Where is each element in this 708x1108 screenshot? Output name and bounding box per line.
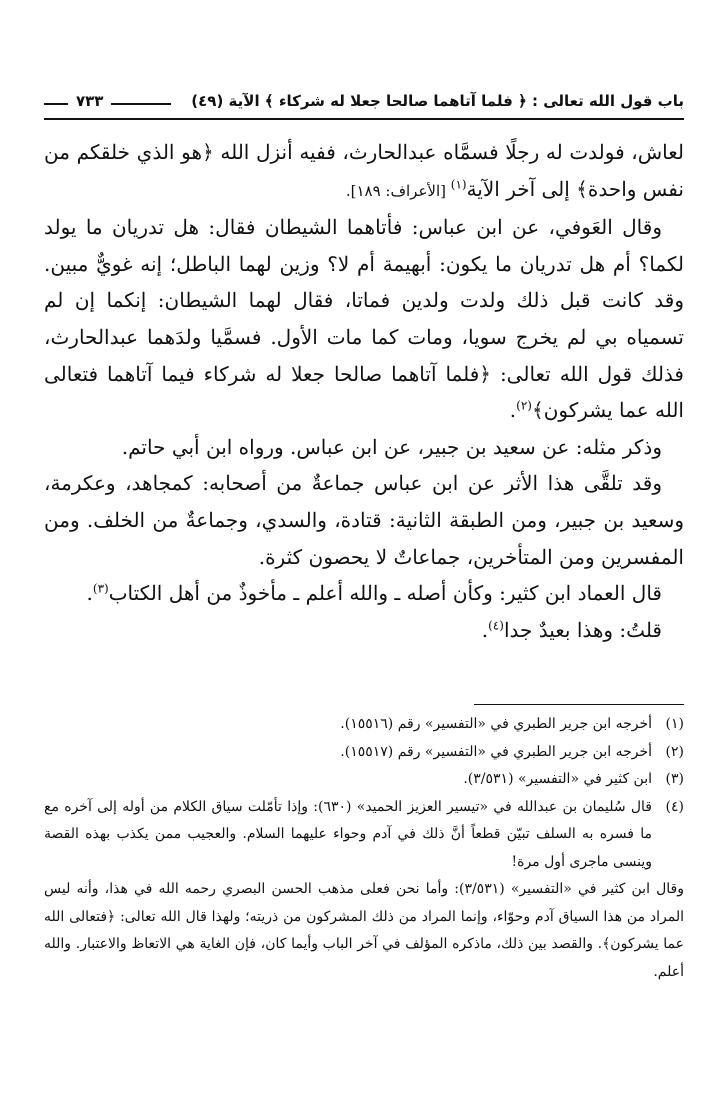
main-text [44,134,684,648]
running-header [44,86,684,120]
header-title: باب قول الله تعالى : ﴿ فلما آتاهما صالحا جعلا له شركاء ﴾ الآية (٤٩) [191,92,684,110]
footnote-text: أخرجه ابن جرير الطبري في «التفسير» رقم (١٥٥١٦). [340,716,652,733]
footnote-ref-1[interactable]: (١) [450,176,467,191]
footnote-number: (٢) [665,743,684,760]
footnotes-section [44,711,684,986]
paragraph-5: قال العماد ابن كثير: وكأن أصله ـ والله أعلم ـ مأخوذٌ من أهل الكتاب$^{(٣)}$. [86,581,662,606]
footnote-3 [44,766,684,794]
verse-citation: [الأعراف: ١٨٩]. [345,181,451,200]
paragraph-6: قلتُ: وهذا بعيدٌ جدا$^{(٤)}$. [481,617,662,642]
footnote-ref-2[interactable]: (٢) [516,398,532,413]
paragraph-1: لعاش، فولدت له رجلًا فسمَّاه عبدالحارث، ففيه أنزل الله ﴿هو الذي خلقكم من نفس واحدة﴾ إلى آخر الآية$^{(١)}$ [الأعراف: ١٨٩]. [44,140,684,201]
footnote-number: (١) [665,716,684,733]
paragraph-2: وقال العَوفي، عن ابن عباس: فأتاهما الشيطان فقال: هل تدريان ما يولد لكما؟ أم هل تدريان ما يكون: أبهيمة أم لا؟ وزين لهما الباطل؛ إنه غويٌّ مبين. وقد كانت قبل ذلك ولدت ولدين فماتا، فقال لهما الشيطان: إنكما إن لم تسمياه بي لم يخرج سويا، ومات كما مات الأول. فسمَّيا ولدَهما عبدالحارث، فذلك قول الله تعالى: ﴿فلما آتاهما صالحا جعلا له شركاء فيما آتاهما فتعالى الله عما يشركون﴾$^{(٢)}$. [44,215,684,423]
book-page [44,86,684,986]
header-dash-short [44,103,68,105]
footnote-4 [44,794,684,877]
paragraph-4: وقد تلقَّى هذا الأثر عن ابن عباس جماعةٌ من أصحابه: كمجاهد، وعكرمة، وسعيد بن جبير، ومن الطبقة الثانية: قتادة، والسدي، وجماعةٌ من الخلف. ومن المفسرين ومن المتأخرين، جماعاتٌ لا يحصون كثرة. [44,471,684,569]
footnote-number: (٣) [665,771,684,788]
header-dash-line [111,103,171,105]
footnote-1 [44,711,684,739]
footnote-text: ابن كثير في «التفسير» (٣/٥٣١). [463,771,652,788]
paragraph-3: وذكر مثله: عن سعيد بن جبير، عن ابن عباس. ورواه ابن أبي حاتم. [121,434,662,459]
footnote-ref-3[interactable]: (٣) [92,581,109,596]
footnote-ref-4[interactable]: (٤) [488,618,504,633]
footnote-4-continuation: وقال ابن كثير في «التفسير» (٣/٥٣١): وأما نحن فعلى مذهب الحسن البصري رحمه الله في هذا، وأنه ليس المراد من هذا السياق آدم وحوّاء، وإنما المراد من ذلك المشركون من ذريته؛ ولهذا قال الله تعالى: ﴿فتعالى الله عما يشركون﴾. والقصد بين ذلك، ماذكره المؤلف في آخر الباب وأيما كان، فإن الغاية هي الاتعاظ والاعتبار. والله أعلم. [44,881,685,980]
page-number: ٧٣٣ [76,92,104,110]
footnote-text: أخرجه ابن جرير الطبري في «التفسير» رقم (١٥٥١٧). [340,743,652,760]
header-page-number-group [44,92,171,110]
footnote-2 [44,739,684,767]
footnote-number: (٤) [665,798,684,815]
footnote-divider [474,704,684,705]
footnote-text: قال سُليمان بن عبدالله في «تيسير العزيز الحميد» (٦٣٠): وإذا تأمّلت سياق الكلام من أوله إلى آخره مع ما فسره به السلف تبيّن قطعاً أنَّ ذلك في آدم وحواء عليهما السلام. والعجيب ممن يكذب بهذه القصة وينسى ماجرى أول مرة! [44,798,652,870]
